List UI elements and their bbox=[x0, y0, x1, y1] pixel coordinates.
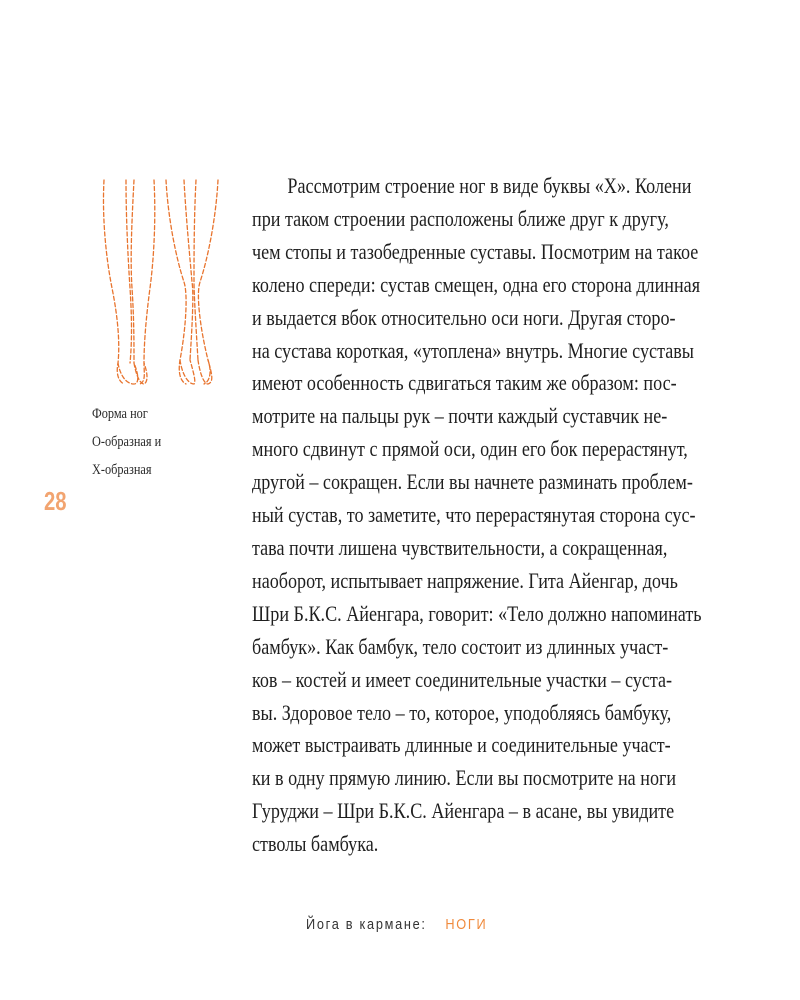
body-line: на сустава короткая, «утоплена» внутрь. Многие суставы bbox=[252, 337, 694, 363]
body-line: Гуруджи – Шри Б.К.С. Айенгара – в асане, вы увидите bbox=[252, 798, 675, 824]
legs-illustration bbox=[96, 178, 226, 392]
body-line: тава почти лишена чувствительности, а сокращенная, bbox=[252, 534, 668, 560]
body-line: вы. Здоровое тело – то, которое, уподобляясь бамбуку, bbox=[252, 699, 672, 725]
body-line: Шри Б.К.С. Айенгара, говорит: «Тело должно напоминать bbox=[252, 600, 702, 626]
figure-caption bbox=[92, 400, 199, 484]
caption-line: Форма ног bbox=[92, 406, 148, 422]
running-footer bbox=[306, 916, 487, 933]
body-line: другой – сокращен. Если вы начнете разминать проблем- bbox=[252, 469, 693, 495]
body-paragraph bbox=[252, 170, 703, 861]
body-line: ный сустав, то заметите, что перерастянутая сторона сус- bbox=[252, 502, 696, 528]
body-line: много сдвинут с прямой оси, один его бок перерастянут, bbox=[252, 436, 688, 462]
body-line: мотрите на пальцы рук – почти каждый суставчик не- bbox=[252, 403, 668, 429]
body-line: и выдается вбок относительно оси ноги. Другая сторо- bbox=[252, 304, 676, 330]
body-line: Рассмотрим строение ног в виде буквы «Х». Колени bbox=[287, 173, 692, 198]
caption-line: О-образная и bbox=[92, 434, 162, 450]
body-line: бамбук». Как бамбук, тело состоит из длинных участ- bbox=[252, 633, 669, 659]
body-line: чем стопы и тазобедренные суставы. Посмотрим на такое bbox=[252, 238, 699, 264]
body-line: наоборот, испытывает напряжение. Гита Айенгар, дочь bbox=[252, 567, 678, 593]
body-line: имеют особенность сдвигаться таким же образом: пос- bbox=[252, 370, 677, 396]
body-line: может выстраивать длинные и соединительные участ- bbox=[252, 732, 671, 758]
body-line: при таком строении расположены ближе друг к другу, bbox=[252, 205, 669, 231]
page-number: 28 bbox=[44, 486, 67, 516]
legs-shape-icon bbox=[96, 178, 226, 392]
caption-line: Х-образная bbox=[92, 462, 152, 478]
body-line: ки в одну прямую линию. Если вы посмотрите на ноги bbox=[252, 765, 677, 791]
body-line: ков – костей и имеет соединительные участки – суста- bbox=[252, 666, 673, 692]
footer-book-title: Йога в кармане: bbox=[306, 916, 427, 933]
body-line: колено спереди: сустав смещен, одна его сторона длинная bbox=[252, 271, 701, 297]
body-line: стволы бамбука. bbox=[252, 831, 379, 857]
footer-section-title: НОГИ bbox=[445, 916, 488, 933]
